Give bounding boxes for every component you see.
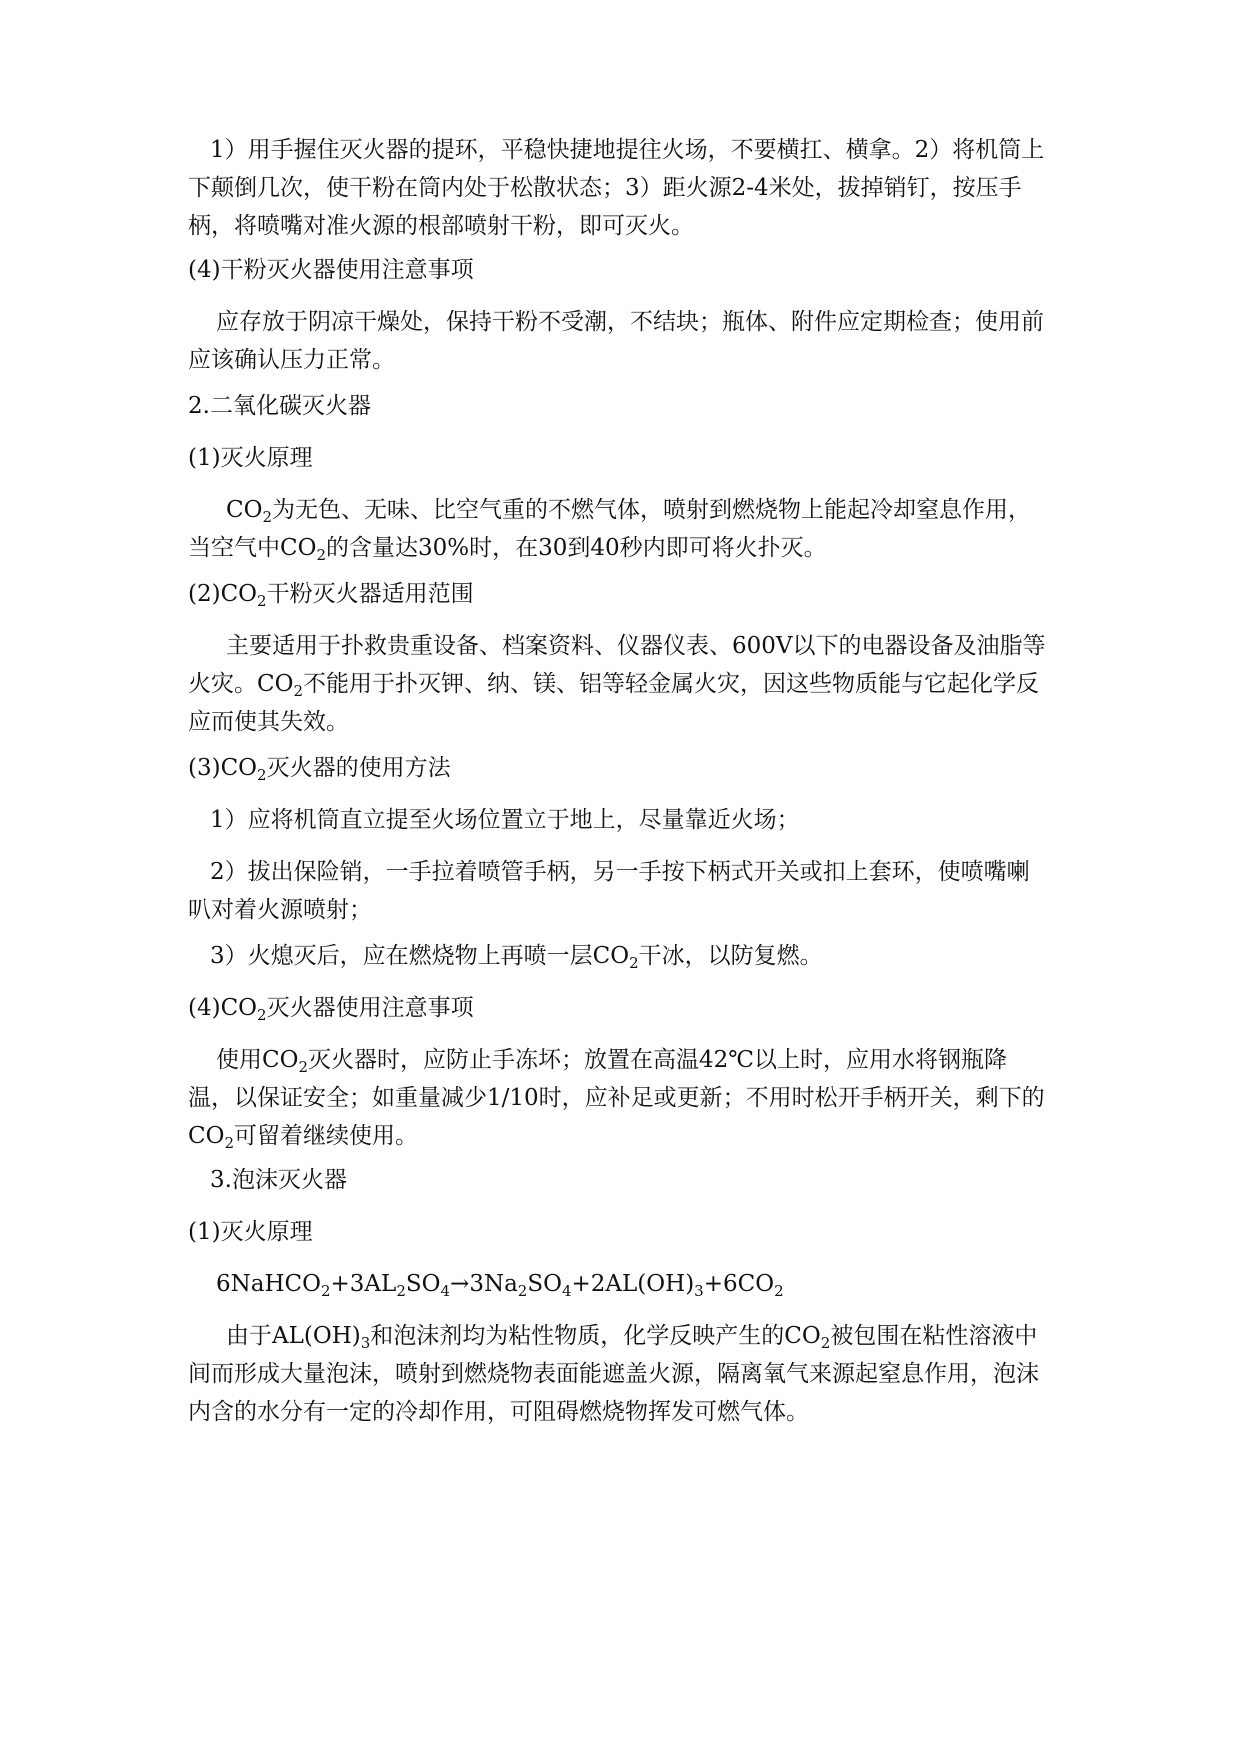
paragraph-co2-step-2: 2）拔出保险销，一手拉着喷管手柄，另一手按下柄式开关或扣上套环，使喷嘴喇叭对着火源喷射； (188, 859, 1030, 923)
chemical-equation: $6NaHCO_2+3AL_2SO_4\to 3Na_2SO_4+2AL(OH)_3+6CO_2$ (216, 1271, 784, 1300)
paragraph-co2-step-1: 1）应将机筒直立提至火场位置立于地上，尽量靠近火场； (210, 807, 800, 833)
heading-co2-extinguisher: 2.二氧化碳灭火器 (188, 393, 371, 419)
paragraph-dry-powder-precautions: 应存放于阴凉干燥处，保持干粉不受潮，不结块；瓶体、附件应定期检查；使用前应该确认压力正常。 (188, 309, 1044, 373)
heading-co2-usage: $(3)CO_2$灭火器的使用方法 (188, 755, 451, 784)
paragraph-usage-steps: 1）用手握住灭火器的提环，平稳快捷地提往火场，不要横扛、横拿。2）将机筒上下颠倒几次，使干粉在筒内处于松散状态；3）距火源2-4米处，拔掉销钉，按压手柄，将喷嘴对准火源的根部喷射干粉，即可灭火。 (188, 137, 1045, 239)
heading-co2-principle: (1)灭火原理 (188, 445, 313, 471)
paragraph-co2-scope: 主要适用于扑救贵重设备、档案资料、仪器仪表、600V以下的电器设备及油脂等火灾。$CO_2$不能用于扑灭钾、纳、镁、铝等轻金属火灾，因这些物质能与它起化学反应而使其失效。 (188, 633, 1046, 735)
heading-co2-scope: $(2)CO_2$干粉灭火器适用范围 (188, 581, 474, 610)
heading-dry-powder-precautions: (4)干粉灭火器使用注意事项 (188, 257, 474, 283)
paragraph-co2-precautions: 使用$CO_2$灭火器时，应防止手冻坏；放置在高温42℃以上时，应用水将钢瓶降温，以保证安全；如重量减少1/10时，应补足或更新；不用时松开手柄开关，剩下的$CO_2$可留着继续使用。 (188, 1047, 1045, 1152)
paragraph-foam-principle: 由于$AL(OH)_3$和泡沫剂均为粘性物质，化学反映产生的$CO_2$被包围在粘性溶液中间而形成大量泡沫，喷射到燃烧物表面能遮盖火源，隔离氧气来源起窒息作用，泡沫内含的水分有一定的冷却作用，可阻碍燃烧物挥发可燃气体。 (188, 1323, 1039, 1425)
paragraph-co2-step-3: 3）火熄灭后，应在燃烧物上再喷一层$CO_2$干冰，以防复燃。 (210, 943, 823, 972)
paragraph-co2-principle: $CO_2$为无色、无味、比空气重的不燃气体，喷射到燃烧物上能起冷却窒息作用，当空气中$CO_2$的含量达30%时，在30到40秒内即可将火扑灭。 (188, 497, 1032, 564)
heading-co2-precautions: $(4)CO_2$灭火器使用注意事项 (188, 995, 474, 1024)
heading-foam-extinguisher: 3.泡沫灭火器 (210, 1167, 347, 1193)
heading-foam-principle: (1)灭火原理 (188, 1219, 313, 1245)
